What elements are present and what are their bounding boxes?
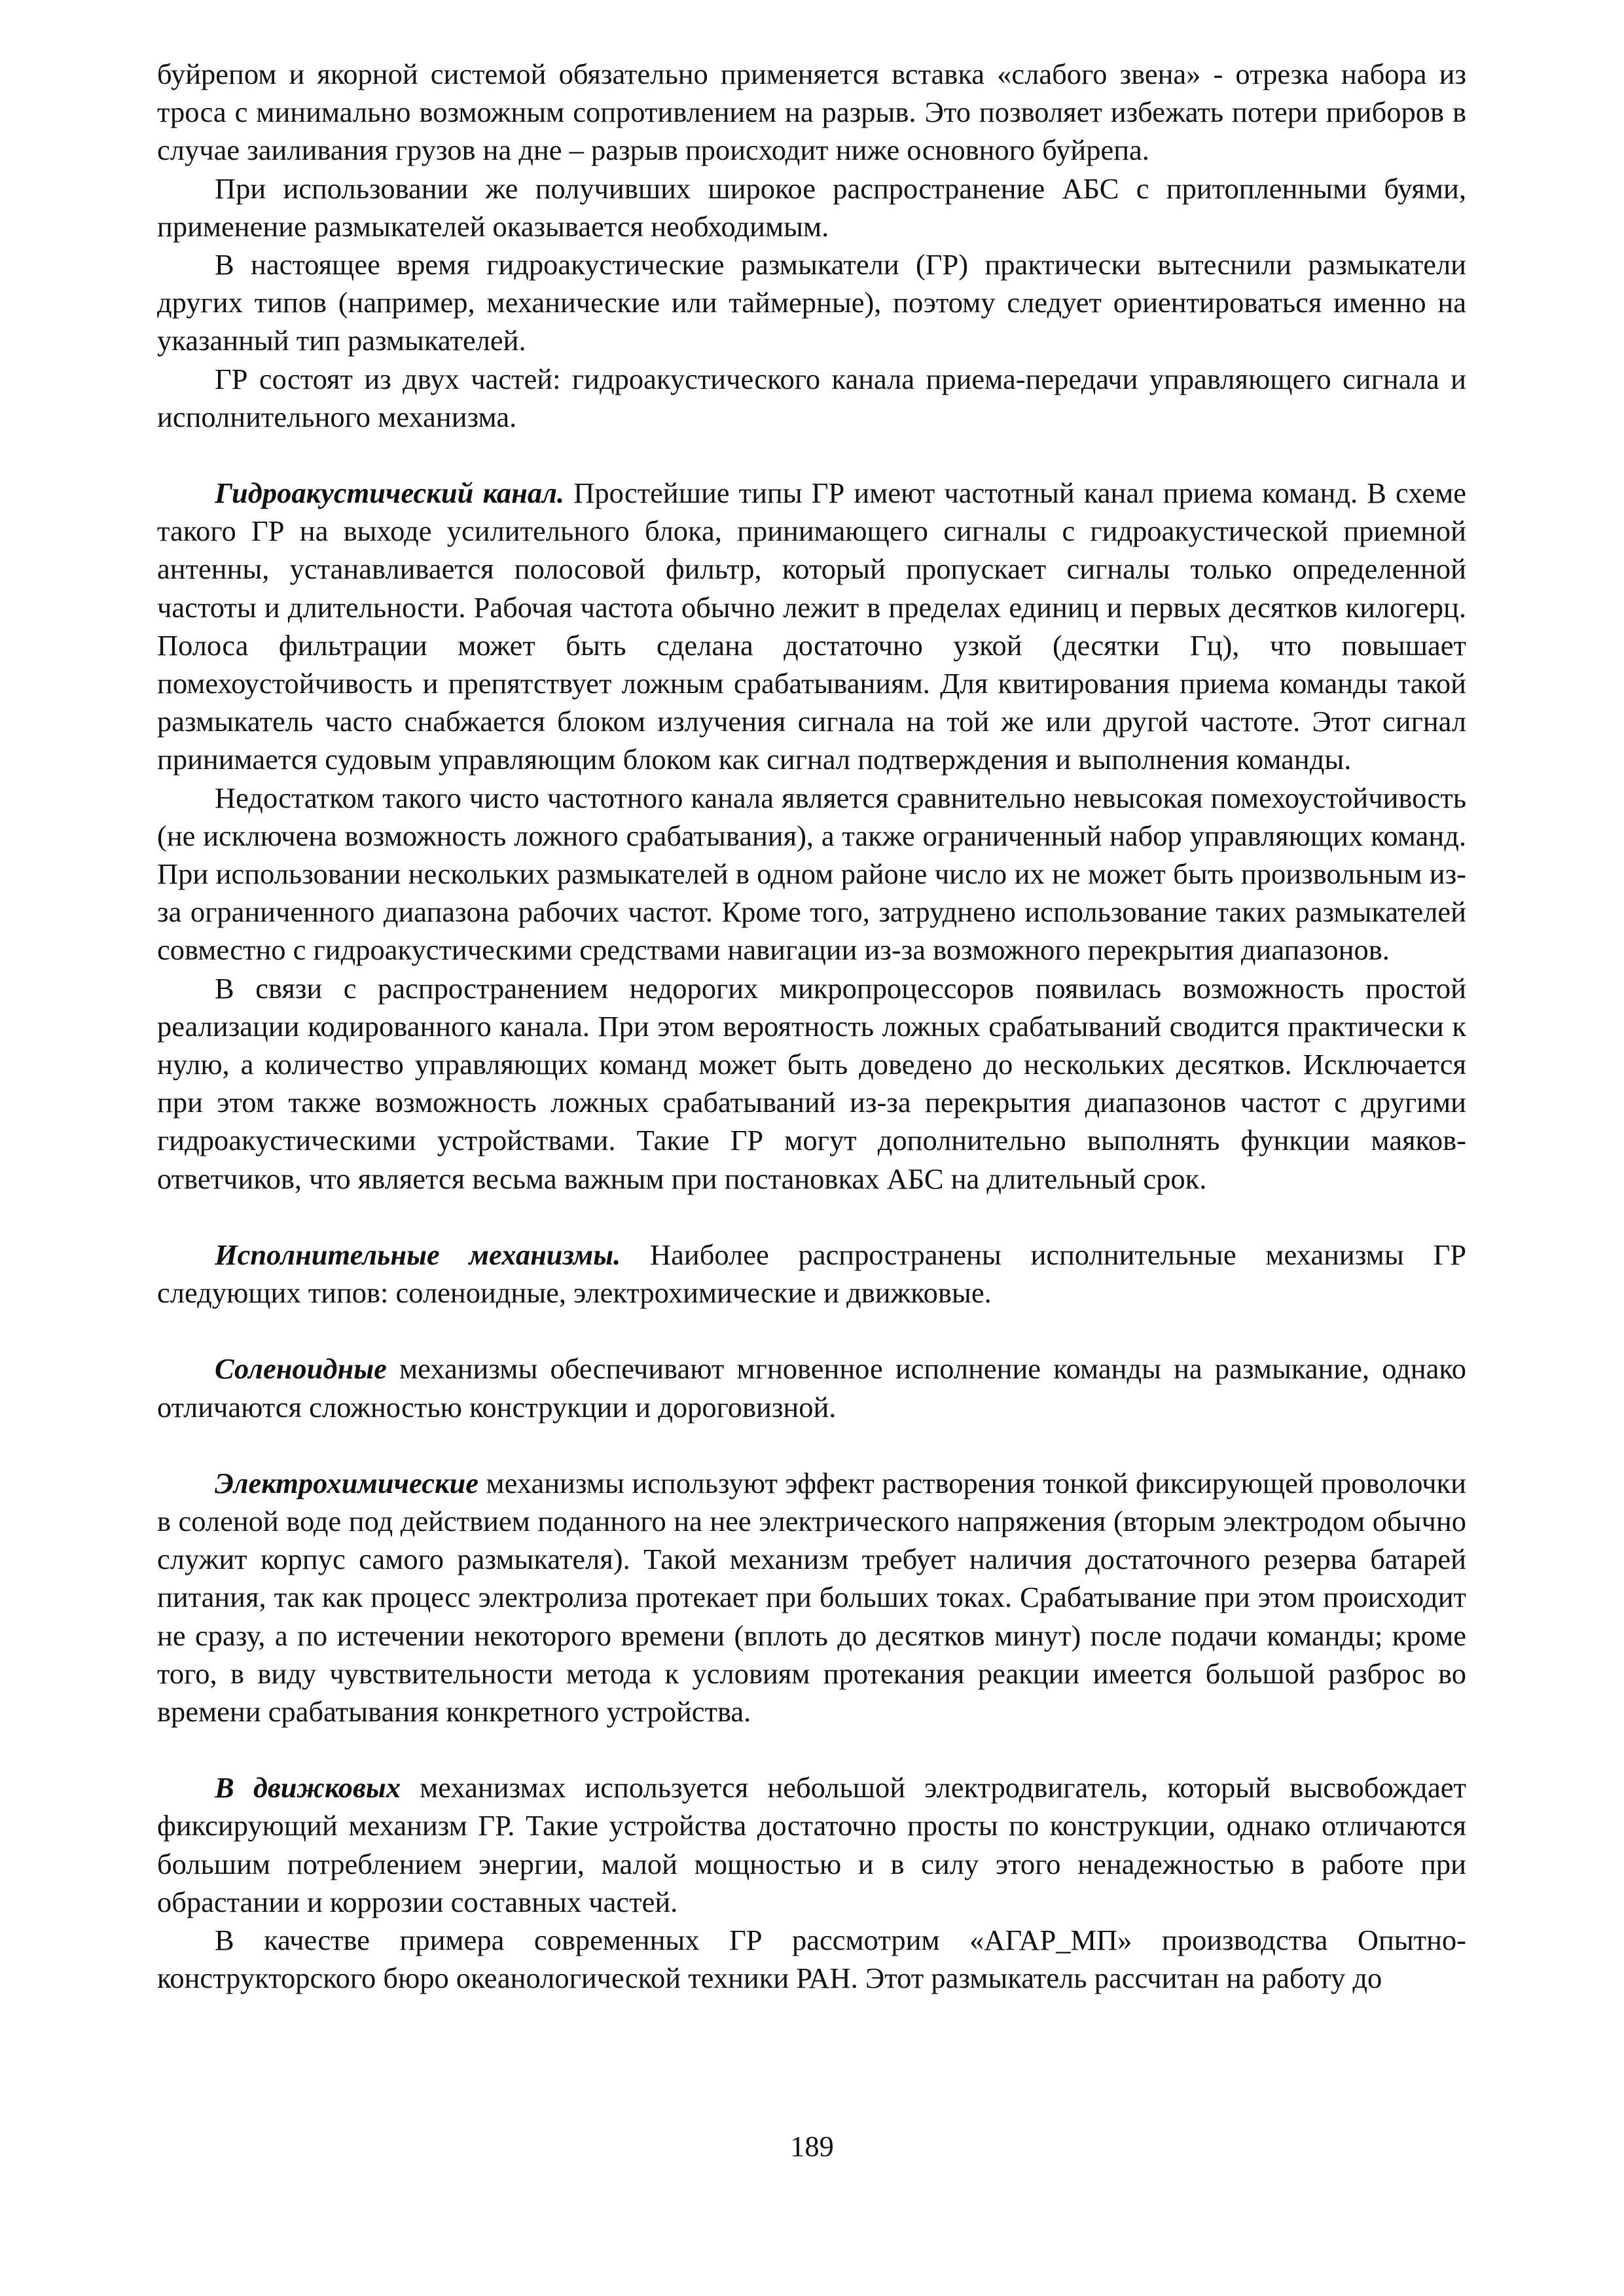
paragraph-gap [157, 1312, 1466, 1350]
paragraph-channel-drawbacks: Недостатком такого чисто частотного канала является сравнительно невысокая помехоустойчивость (не исключена возможность ложного срабатывания), а также ограниченный набор управляющих команд. При использовании нескольких размыкателей в одном районе число их не может быть произвольным из-за ограниченного диапазона рабочих частот. Кроме того, затруднено использование таких размыкателей совместно с гидроакустическими средствами навигации из-за возможного перекрытия диапазонов. [157, 781, 1466, 967]
section-lead-solenoid: Соленоидные [215, 1352, 387, 1386]
paragraph-solenoid: Соленоидные механизмы обеспечивают мгновенное исполнение команды на размыкание, однако отличаются сложностью конструкции и дороговизной. [157, 1352, 1466, 1424]
paragraph-gap [157, 1198, 1466, 1236]
page-number: 189 [790, 2130, 834, 2162]
paragraph-acoustic-channel: Гидроакустический канал. Простейшие типы ГР имеют частотный канал приема команд. В схеме такого ГР на выходе усилительного блока, принимающего сигналы с гидроакустической приемной антенны, устанавливается полосовой фильтр, который пропускает сигналы только определенной частоты и длительности. Рабочая частота обычно лежит в пределах единиц и первых десятков килогерц. Полоса фильтрации может быть сделана достаточно узкой (десятки Гц), что повышает помехоустойчивость и препятствует ложным срабатываниям. Для квитирования приема команды такой размыкатель часто снабжается блоком излучения сигнала на той же или другой частоте. Этот сигнал принимается судовым управляющим блоком как сигнал подтверждения и выполнения команды. [157, 476, 1467, 776]
paragraph-weak-link: буйрепом и якорной системой обязательно применяется вставка «слабого звена» - отрезка набора из троса с минимально возможным сопротивлением на разрыв. Это позволяет избежать потери приборов в случае заиливания грузов на дне – разрыв происходит ниже основного буйрепа. [157, 58, 1466, 167]
section-lead-actuators: Исполнительные механизмы. [215, 1238, 621, 1271]
section-lead-motor: В движковых [215, 1771, 401, 1804]
paragraph-release-parts: ГР состоят из двух частей: гидроакустического канала приема-передачи управляющего сигнала и исполнительного механизма. [157, 362, 1466, 433]
paragraph-gap [157, 1426, 1466, 1464]
paragraph-actuators: Исполнительные механизмы. Наиболее распространены исполнительные механизмы ГР следующих типов: соленоидные, электрохимические и движковые. [157, 1238, 1466, 1310]
paragraph-agar-example: В качестве примера современных ГР рассмотрим «АГАР_МП» производства Опытно-конструкторского бюро океанологической техники РАН. Этот размыкатель рассчитан на работу до [157, 1923, 1466, 1995]
paragraph-coded-channel: В связи с распространением недорогих микропроцессоров появилась возможность простой реализации кодированного канала. При этом вероятность ложных срабатываний сводится практически к нулю, а количество управляющих команд может быть доведено до нескольких десятков. Исключается при этом также возможность ложных срабатываний из-за перекрытия диапазонов частот с другими гидроакустическими устройствами. Такие ГР могут дополнительно выполнять функции маяков-ответчиков, что является весьма важным при постановках АБС на длительный срок. [157, 971, 1466, 1195]
section-lead-acoustic-channel: Гидроакустический канал. [215, 476, 565, 510]
section-lead-electrochemical: Электрохимические [215, 1466, 478, 1499]
paragraph-gap [157, 1731, 1466, 1768]
paragraph-release-necessity: При использовании же получивших широкое распространение АБС с притопленными буями, применение размыкателей оказывается необходимым. [157, 171, 1466, 243]
document-body [157, 55, 1466, 1997]
paragraph-electrochemical: Электрохимические механизмы используют эффект растворения тонкой фиксирующей проволочки в соленой воде под действием поданного на нее электрического напряжения (вторым электродом обычно служит корпус самого размыкателя). Такой механизм требует наличия достаточного резерва батарей питания, так как процесс электролиза протекает при больших токах. Срабатывание при этом происходит не сразу, а по истечении некоторого времени (вплоть до десятков минут) после подачи команды; кроме того, в виду чувствительности метода к условиям протекания реакции имеется большой разброс во времени срабатывания конкретного устройства. [157, 1466, 1466, 1728]
paragraph-motor: В движковых механизмах используется небольшой электродвигатель, который высвобождает фиксирующий механизм ГР. Такие устройства достаточно просты по конструкции, однако отличаются большим потреблением энергии, малой мощностью и в силу этого ненадежностью в работе при обрастании и коррозии составных частей. [157, 1771, 1466, 1918]
paragraph-hydroacoustic-releases: В настоящее время гидроакустические размыкатели (ГР) практически вытеснили размыкатели других типов (например, механические или таймерные), поэтому следует ориентироваться именно на указанный тип размыкателей. [157, 248, 1466, 357]
paragraph-gap [157, 436, 1466, 474]
